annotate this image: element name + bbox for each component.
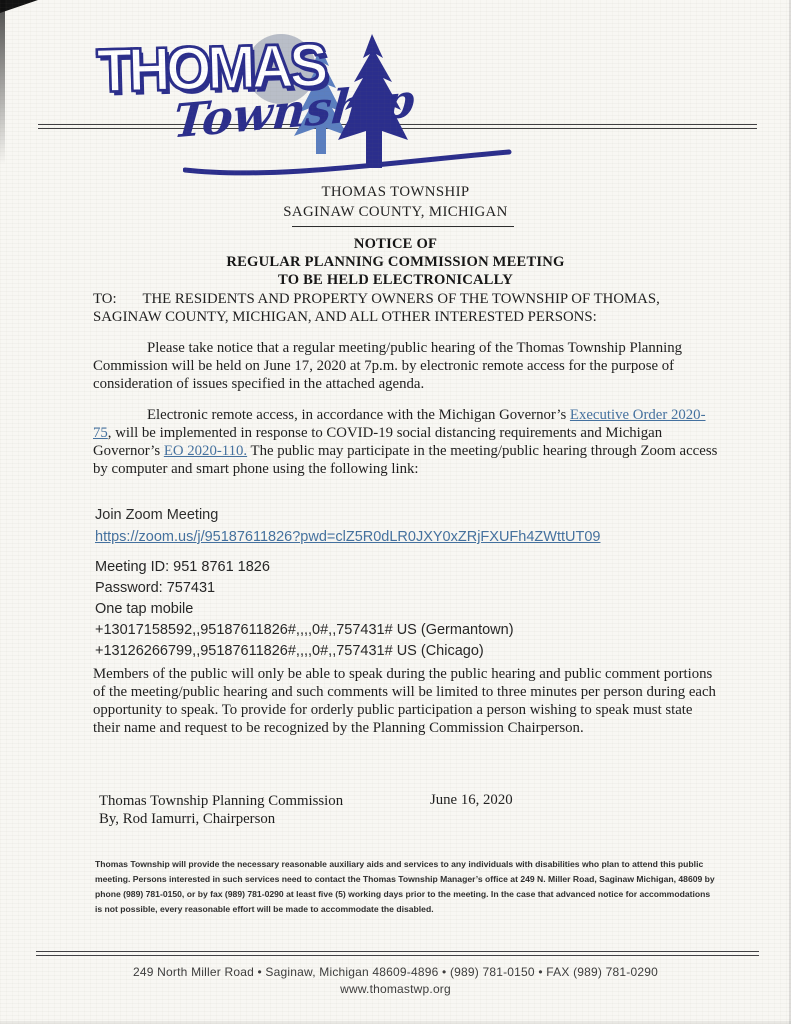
paragraph-remote-access — [93, 406, 721, 478]
logo-wordmark: THOMAS — [96, 31, 326, 106]
township-logo — [88, 30, 528, 178]
footer-rule — [36, 951, 759, 956]
footer-website: www.thomastwp.org — [340, 982, 451, 996]
paragraph-remote-access-mid: , will be implemented in response to COVID-19 social distancing requirements and Michigan Governor’s — [93, 425, 663, 459]
notice-title-line2: REGULAR PLANNING COMMISSION MEETING — [226, 254, 565, 270]
notice-title-line1: NOTICE OF — [353, 236, 438, 252]
one-tap-label: One tap mobile — [95, 601, 194, 617]
zoom-details-block — [95, 557, 514, 662]
paragraph-meeting-notice: Please take notice that a regular meeting/public hearing of the Thomas Township Planning Commission will be held on June 17, 2020 at 7p.m. by electronic remote access for the purpose of consideration of issues specified in the attached agenda. — [93, 340, 683, 392]
footer-block — [0, 964, 791, 998]
meeting-id: Meeting ID: 951 8761 1826 — [95, 559, 270, 575]
zoom-meeting-link[interactable]: https://zoom.us/j/95187611826?pwd=clZ5R0dLR0JXY0xZRjFXUFh4ZWttUT09 — [95, 529, 601, 545]
signature-date: June 16, 2020 — [430, 792, 513, 808]
footer-address: 249 North Miller Road • Saginaw, Michigan 48609-4896 • (989) 781-0150 • FAX (989) 781-0290 — [133, 965, 658, 979]
scan-artifact-left-edge — [0, 0, 5, 165]
eo-2020-110-link[interactable]: EO 2020-110. — [163, 443, 248, 459]
meeting-password: Password: 757431 — [95, 580, 216, 596]
one-tap-phone-germantown: +13017158592,,95187611826#,,,,0#,,757431# US (Germantown) — [95, 622, 514, 638]
ada-fine-print: Thomas Township will provide the necessary reasonable auxiliary aids and services to any individuals with disabilities who plan to attend this public meeting. Persons interested in such services need to contact the Thomas Township Manager’s office at 249 N. Miller Road, Saginaw Michigan, 48609 by phone (989) 781-0150, or by fax (989) 781-0290 at least five (5) working days prior to the meeting. In the case that advanced notice for accommodations is not possible, every reasonable effort will be made to accommodate the disabled. — [95, 859, 715, 914]
org-name: THOMAS TOWNSHIP — [321, 184, 470, 200]
logo-script-word: Township — [171, 72, 417, 149]
one-tap-phone-chicago: +13126266799,,95187611826#,,,,0#,,757431# US (Chicago) — [95, 643, 484, 659]
recipient-block: TO: THE RESIDENTS AND PROPERTY OWNERS OF THE TOWNSHIP OF THOMAS, SAGINAW COUNTY, MICHIGAN, AND ALL OTHER INTERESTED PERSONS: — [93, 291, 660, 325]
notice-title-line3: TO BE HELD ELECTRONICALLY — [278, 272, 513, 288]
signature-org: Thomas Township Planning Commission — [99, 793, 344, 809]
paragraph-public-comment: Members of the public will only be able to speak during the public hearing and public comment portions of the meeting/public hearing and such comments will be limited to three minutes per person during each opportunity to speak. To provide for orderly public participation a person wishing to speak must state their name and request to be recognized by the Planning Commission Chairperson. — [93, 666, 716, 736]
county-line: SAGINAW COUNTY, MICHIGAN — [283, 204, 508, 220]
document-header — [0, 182, 791, 289]
scan-artifact-corner — [0, 0, 38, 13]
header-divider — [292, 226, 514, 227]
logo-swash — [183, 148, 513, 182]
zoom-join-block — [95, 504, 600, 548]
join-zoom-label: Join Zoom Meeting — [95, 507, 219, 523]
paragraph-remote-access-post: The public may participate in the meeting/public hearing through Zoom access by computer and smart phone using the following link: — [93, 443, 718, 477]
signature-block — [99, 792, 343, 828]
signature-by-line: By, Rod Iamurri, Chairperson — [99, 811, 276, 827]
executive-order-link[interactable]: Executive Order 2020-75 — [93, 407, 706, 441]
paragraph-remote-access-pre: Electronic remote access, in accordance with the Michigan Governor’s — [147, 407, 570, 423]
